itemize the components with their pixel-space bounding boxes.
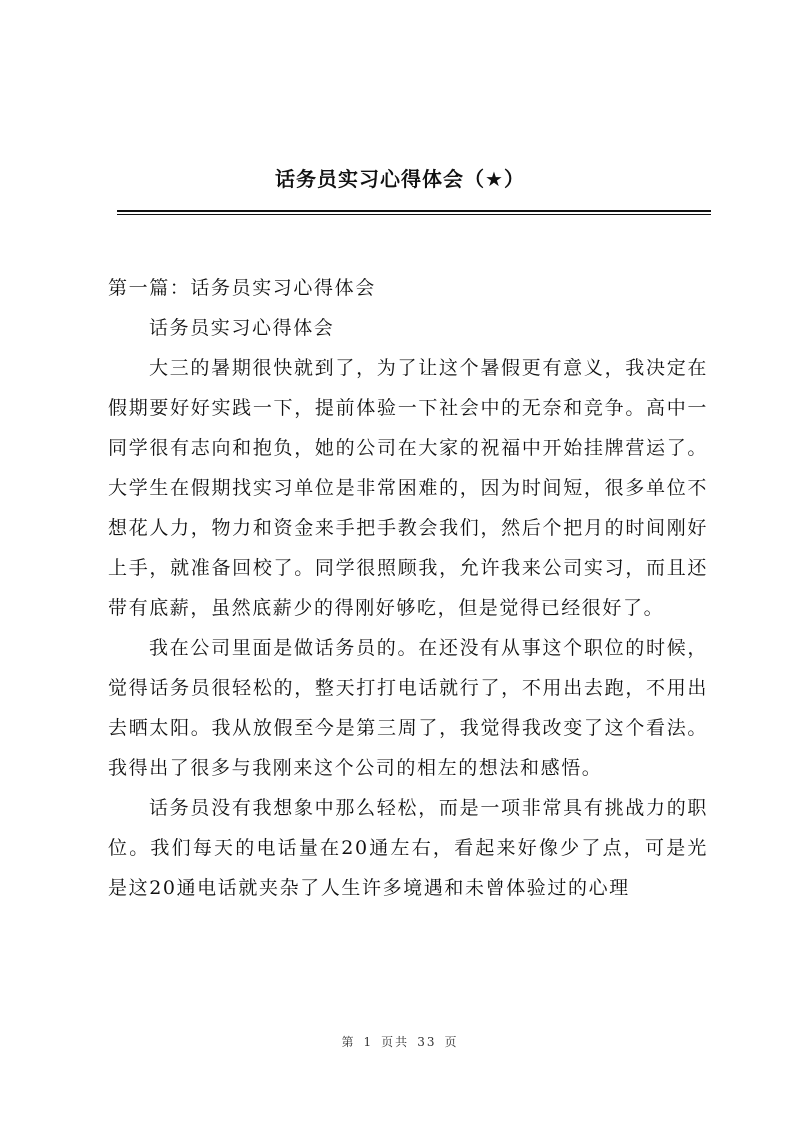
title-divider-thick [117,210,711,212]
paragraph-3: 话务员没有我想象中那么轻松，而是一项非常具有挑战力的职位。我们每天的电话量在20通左右，看起来好像少了点，可是光是这20通电话就夹杂了人生许多境遇和未曾体验过的心理 [108,797,708,899]
footer-suffix: 页 [444,1035,459,1049]
paragraph-2: 我在公司里面是做话务员的。在还没有从事这个职位的时候，觉得话务员很轻松的，整天打打电话就行了，不用出去跑，不用出去晒太阳。我从放假至今是第三周了，我觉得我改变了这个看法。我得出了很多与我刚来这个公司的相左的想法和感悟。 [108,637,708,779]
paragraph-1: 大三的暑期很快就到了，为了让这个暑假更有意义，我决定在假期要好好实践一下，提前体验一下社会中的无奈和竞争。高中一同学很有志向和抱负，她的公司在大家的祝福中开始挂牌营运了。大学生在假期找实习单位是非常困难的，因为时间短，很多单位不想花人力，物力和资金来手把手教会我们，然后个把月的时间刚好上手，就准备回校了。同学很照顾我，允许我来公司实习，而且还带有底薪，虽然底薪少的得刚好够吃，但是觉得已经很好了。 [108,357,708,619]
footer-page-number: 1 [363,1035,374,1049]
section-subtitle: 话务员实习心得体会 [149,317,335,339]
document-body [108,268,708,908]
page-footer [0,1033,800,1050]
section-heading: 第一篇：话务员实习心得体会 [108,277,376,299]
document-title: 话务员实习心得体会（★） [275,167,525,191]
footer-prefix: 第 [341,1035,356,1049]
footer-middle: 页共 [381,1035,410,1049]
title-divider-thin [117,214,711,215]
footer-total-pages: 33 [417,1035,437,1049]
